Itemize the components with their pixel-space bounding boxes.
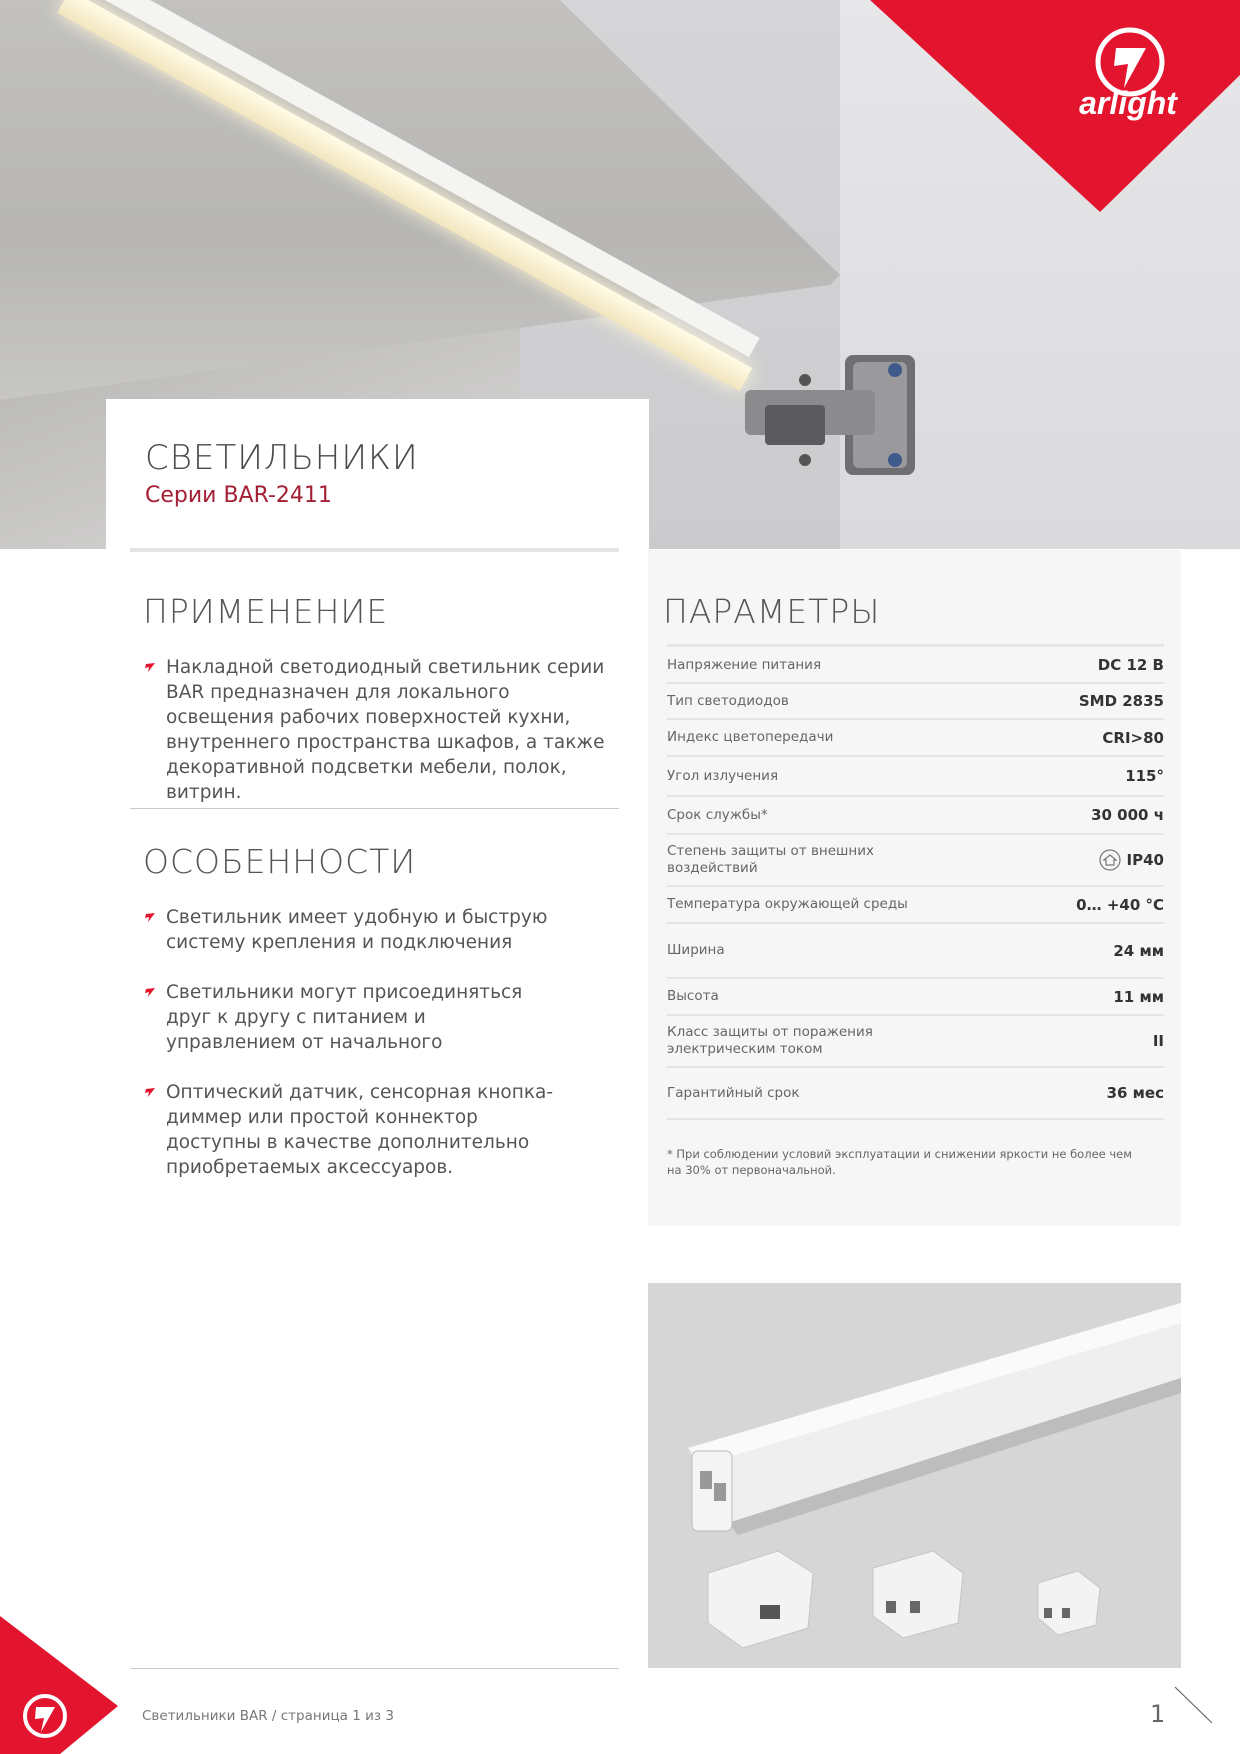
param-value: [1099, 849, 1164, 871]
param-label: Индекс цветопередачи: [667, 729, 834, 745]
param-value: 24 мм: [1113, 941, 1164, 960]
param-label: Класс защиты от поражения электрическим током: [667, 1024, 873, 1057]
param-row: [667, 684, 1164, 720]
arrow-bullet-icon: [143, 910, 157, 924]
features-heading: ОСОБЕННОСТИ: [143, 842, 417, 881]
brand-logo: [860, 0, 1240, 212]
param-value: CRI>80: [1102, 728, 1164, 747]
param-label: Высота: [667, 988, 719, 1004]
section-divider: [130, 808, 619, 809]
param-row: [667, 757, 1164, 797]
list-item-text: Светильники могут присоединяться друг к другу с питанием и управлением от начального: [166, 982, 523, 1053]
hinge-icon: [745, 350, 935, 490]
page-subtitle: Серии BAR-2411: [145, 483, 332, 508]
param-row: [667, 887, 1164, 924]
param-value: 0… +40 °C: [1076, 895, 1164, 914]
arrow-bullet-icon: [143, 1085, 157, 1099]
param-value: DC 12 В: [1097, 656, 1164, 674]
corner-slash-icon: [1170, 1685, 1215, 1725]
param-row: [667, 797, 1164, 835]
list-item-text: Оптический датчик, сенсорная кнопка-диммер или простой коннектор доступны в качестве дополнительно приобретаемых аксессуаров.: [166, 1082, 554, 1178]
product-photo: [648, 1283, 1181, 1668]
list-item-text: Светильник имеет удобную и быструю систему крепления и подключения: [166, 907, 548, 953]
list-item: [143, 980, 623, 1055]
list-item-text: Накладной светодиодный светильник серии BAR предназначен для локального освещения рабочих поверхностей кухни, внутреннего пространства шкафов, а также декоративной подсветки мебели, полок, витрин.: [166, 657, 605, 803]
parameters-divider: [667, 644, 1164, 647]
arrow-bullet-icon: [143, 985, 157, 999]
param-label: Степень защиты от внешних воздействий: [667, 843, 875, 876]
param-value: 30 000 ч: [1091, 806, 1164, 824]
application-heading: ПРИМЕНЕНИЕ: [143, 592, 389, 631]
param-value: II: [1152, 1032, 1164, 1050]
brand-corner-logo: [0, 1616, 118, 1754]
param-value-text: IP40: [1126, 851, 1164, 869]
param-row: [667, 1016, 1164, 1068]
param-row: [667, 720, 1164, 757]
param-label: Напряжение питания: [667, 656, 822, 673]
param-label: Срок службы*: [667, 806, 768, 823]
param-value: 11 мм: [1113, 987, 1164, 1006]
param-label: Температура окружающей среды: [667, 896, 908, 912]
param-row: [667, 835, 1164, 887]
param-label: Ширина: [667, 942, 725, 958]
parameters-footnote: * При соблюдении условий эксплуатации и снижении яркости не более чем на 30% от первоначальной.: [667, 1147, 1132, 1177]
param-label: Тип светодиодов: [667, 692, 789, 709]
application-list: [143, 655, 623, 830]
list-item: [143, 905, 623, 955]
footer-text: Светильники BAR / страница 1 из 3: [142, 1708, 394, 1724]
param-row: [667, 979, 1164, 1016]
param-label: Гарантийный срок: [667, 1084, 800, 1101]
param-row: [667, 648, 1164, 684]
house-shield-icon: [1099, 849, 1121, 871]
param-row: [667, 924, 1164, 979]
page-number: 1: [1150, 1700, 1166, 1728]
param-row: [667, 1068, 1164, 1120]
title-divider: [130, 548, 619, 552]
footer-divider: [130, 1668, 619, 1669]
parameters-heading: ПАРАМЕТРЫ: [663, 592, 881, 631]
page-title: СВЕТИЛЬНИКИ: [145, 438, 419, 478]
param-value: SMD 2835: [1078, 692, 1164, 710]
param-value: 115°: [1125, 767, 1164, 785]
svg-text:arlight: arlight: [1079, 85, 1177, 121]
param-label: Угол излучения: [667, 767, 779, 784]
list-item: [143, 655, 623, 805]
features-list: [143, 905, 623, 1205]
param-value: 36 мес: [1106, 1084, 1164, 1102]
arrow-bullet-icon: [143, 660, 157, 674]
list-item: [143, 1080, 623, 1180]
